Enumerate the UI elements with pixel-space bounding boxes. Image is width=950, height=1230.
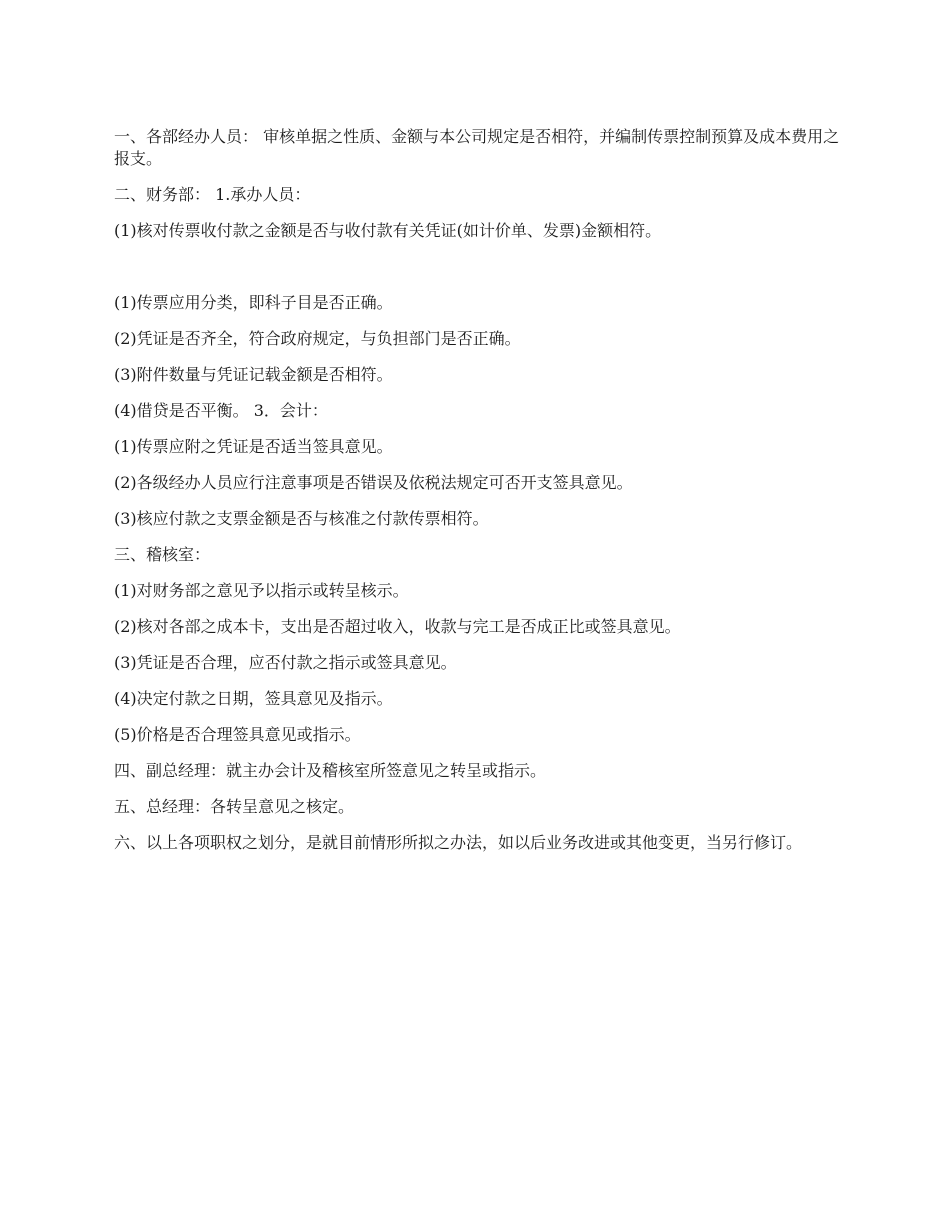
paragraph-section-2-heading: 二、财务部： 1.承办人员： — [114, 185, 311, 204]
paragraph-item: (2)各级经办人员应行注意事项是否错误及依税法规定可否开支签具意见。 — [114, 473, 633, 492]
paragraph-item: (4)决定付款之日期，签具意见及指示。 — [114, 689, 393, 708]
paragraph-item: (3)凭证是否合理，应否付款之指示或签具意见。 — [114, 653, 457, 672]
paragraph-section-1: 一、各部经办人员： 审核单据之性质、金额与本公司规定是否相符，并编制传票控制预算及成本费用之报支。 — [114, 127, 840, 168]
paragraph-section-5: 五、总经理：各转呈意见之核定。 — [114, 797, 355, 816]
paragraph-item: (3)核应付款之支票金额是否与核准之付款传票相符。 — [114, 509, 489, 528]
paragraph-section-3-heading: 三、稽核室： — [114, 545, 211, 564]
document-body — [114, 126, 846, 868]
paragraph-section-6: 六、以上各项职权之划分，是就目前情形所拟之办法，如以后业务改进或其他变更，当另行修订。 — [114, 833, 803, 852]
paragraph-section-4: 四、副总经理：就主办会计及稽核室所签意见之转呈或指示。 — [114, 761, 547, 780]
blank-gap — [114, 256, 846, 292]
paragraph-item: (1)核对传票收付款之金额是否与收付款有关凭证(如计价单、发票)金额相符。 — [114, 221, 662, 240]
paragraph-item: (2)核对各部之成本卡，支出是否超过收入，收款与完工是否成正比或签具意见。 — [114, 617, 681, 636]
paragraph-item: (1)对财务部之意见予以指示或转呈核示。 — [114, 581, 409, 600]
paragraph-item: (1)传票应用分类，即科子目是否正确。 — [114, 293, 393, 312]
paragraph-item: (1)传票应附之凭证是否适当签具意见。 — [114, 437, 393, 456]
paragraph-item: (3)附件数量与凭证记载金额是否相符。 — [114, 365, 393, 384]
paragraph-item: (4)借贷是否平衡。 3．会计： — [114, 401, 328, 420]
paragraph-item: (2)凭证是否齐全，符合政府规定，与负担部门是否正确。 — [114, 329, 521, 348]
paragraph-item: (5)价格是否合理签具意见或指示。 — [114, 725, 361, 744]
